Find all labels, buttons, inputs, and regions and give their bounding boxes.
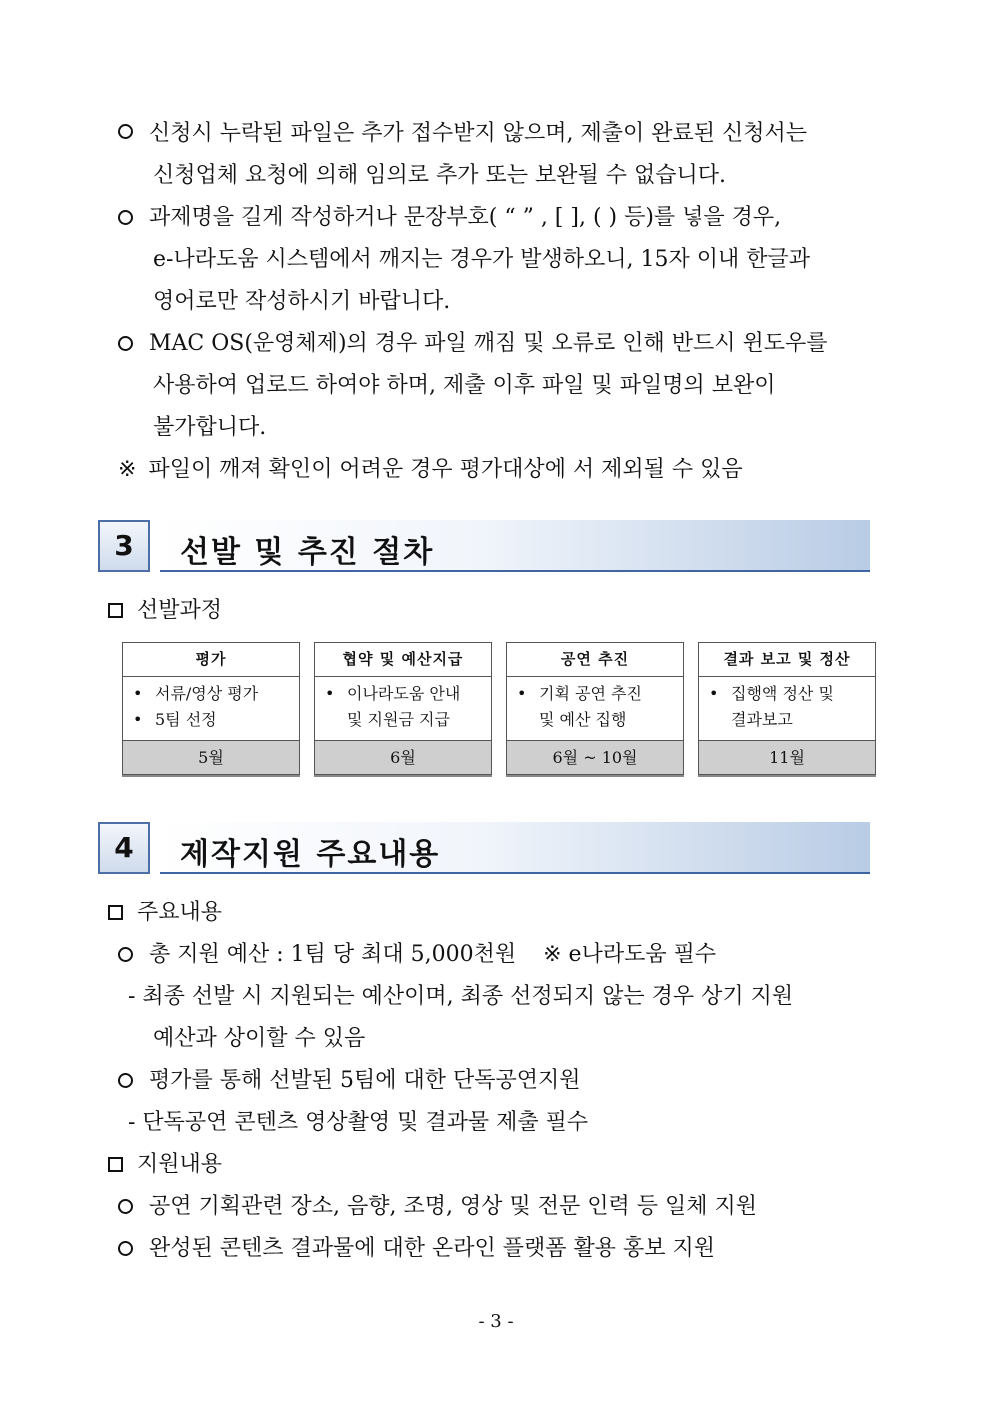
process-step-header: 평가: [122, 642, 300, 677]
note-3-line-1: [118, 326, 828, 357]
note-2-line-3: 영어로만 작성하시기 바랍니다.: [153, 289, 451, 314]
budget-note: ※ e나라도움 필수: [543, 942, 717, 967]
section-title-bar: [160, 822, 870, 874]
note-1-line-2: 신청업체 요청에 의해 임의로 추가 또는 보완될 수 없습니다.: [153, 163, 726, 188]
square-bullet-icon: [108, 603, 123, 618]
note-2-line-1: [118, 200, 781, 231]
process-step-3: [506, 642, 684, 775]
note-4-line-1: [118, 452, 743, 483]
list-item: • 5팀 선정: [133, 710, 217, 729]
note-3-line-2: 사용하여 업로드 하여야 하며, 제출 이후 파일 및 파일명의 보완이: [153, 373, 776, 398]
subheading-main-content: 주요내용: [108, 895, 222, 926]
support-item-2: 완성된 콘텐츠 결과물에 대한 온라인 플랫폼 활용 홍보 지원: [118, 1231, 715, 1262]
page-number: - 3 -: [478, 1311, 514, 1332]
process-step-4: [698, 642, 876, 775]
circle-bullet-icon: [118, 947, 133, 962]
circle-bullet-icon: [118, 210, 133, 225]
solo-performance-support: 평가를 통해 선발된 5팀에 대한 단독공연지원: [118, 1063, 581, 1094]
list-item: • 서류/영상 평가: [133, 684, 259, 703]
process-step-2: [314, 642, 492, 775]
process-step-1: [122, 642, 300, 775]
section-4-header: [98, 822, 870, 876]
square-bullet-icon: [108, 905, 123, 920]
process-step-month: 6월: [314, 740, 492, 775]
list-item-continuation: 및 지원금 지급: [347, 710, 450, 729]
process-step-body: [122, 677, 300, 740]
circle-bullet-icon: [118, 336, 133, 351]
subheading-selection-process: 선발과정: [108, 593, 222, 624]
section-title: 제작지원 주요내용: [180, 837, 441, 872]
process-step-body: [314, 677, 492, 740]
square-bullet-icon: [108, 1157, 123, 1172]
budget-detail-line-2: 예산과 상이할 수 있음: [153, 1026, 366, 1051]
note-2-line-2: e-나라도움 시스템에서 깨지는 경우가 발생하오니, 15자 이내 한글과: [153, 247, 810, 272]
subheading-support-content: 지원내용: [108, 1147, 222, 1178]
list-item-continuation: 결과보고: [731, 710, 793, 729]
process-step-month: 11월: [698, 740, 876, 775]
note-text: 과제명을 길게 작성하거나 문장부호( “ ” , [ ], ( ) 등)를 넣을 경우,: [149, 205, 782, 230]
process-step-header: 공연 추진: [506, 642, 684, 677]
note-3-line-3: 불가합니다.: [153, 415, 267, 440]
budget-line: 총 지원 예산 : 1팀 당 최대 5,000천원 ※ e나라도움 필수: [118, 937, 716, 968]
support-item-1: 공연 기획관련 장소, 음향, 조명, 영상 및 전문 인력 등 일체 지원: [118, 1189, 757, 1220]
process-step-body: [506, 677, 684, 740]
circle-bullet-icon: [118, 1073, 133, 1088]
list-item: • 집행액 정산 및: [709, 684, 834, 703]
circle-bullet-icon: [118, 1199, 133, 1214]
circle-bullet-icon: [118, 1241, 133, 1256]
process-step-month: 5월: [122, 740, 300, 775]
list-item-continuation: 및 예산 집행: [539, 710, 627, 729]
process-step-header: 결과 보고 및 정산: [698, 642, 876, 677]
list-item: • 이나라도움 안내: [325, 684, 461, 703]
note-text: 신청시 누락된 파일은 추가 접수받지 않으며, 제출이 완료된 신청서는: [149, 121, 807, 146]
note-text: 파일이 깨져 확인이 어려운 경우 평가대상에 서 제외될 수 있음: [148, 457, 743, 482]
reference-mark: ※: [118, 457, 137, 482]
section-number: 3: [98, 520, 150, 572]
section-title: 선발 및 추진 절차: [180, 535, 435, 570]
budget-detail-line-1: - 최종 선발 시 지원되는 예산이며, 최종 선정되지 않는 경우 상기 지원: [128, 984, 794, 1009]
process-step-body: [698, 677, 876, 740]
circle-bullet-icon: [118, 124, 133, 139]
process-step-month: 6월 ~ 10월: [506, 740, 684, 775]
list-item: • 기획 공연 추진: [517, 684, 642, 703]
section-number: 4: [98, 822, 150, 874]
section-title-bar: [160, 520, 870, 572]
solo-performance-requirement: - 단독공연 콘텐츠 영상촬영 및 결과물 제출 필수: [128, 1110, 589, 1135]
section-3-header: [98, 520, 870, 574]
note-1-line-1: [118, 116, 898, 147]
note-text: MAC OS(운영체제)의 경우 파일 깨짐 및 오류로 인해 반드시 윈도우를: [149, 331, 828, 356]
process-step-header: 협약 및 예산지급: [314, 642, 492, 677]
